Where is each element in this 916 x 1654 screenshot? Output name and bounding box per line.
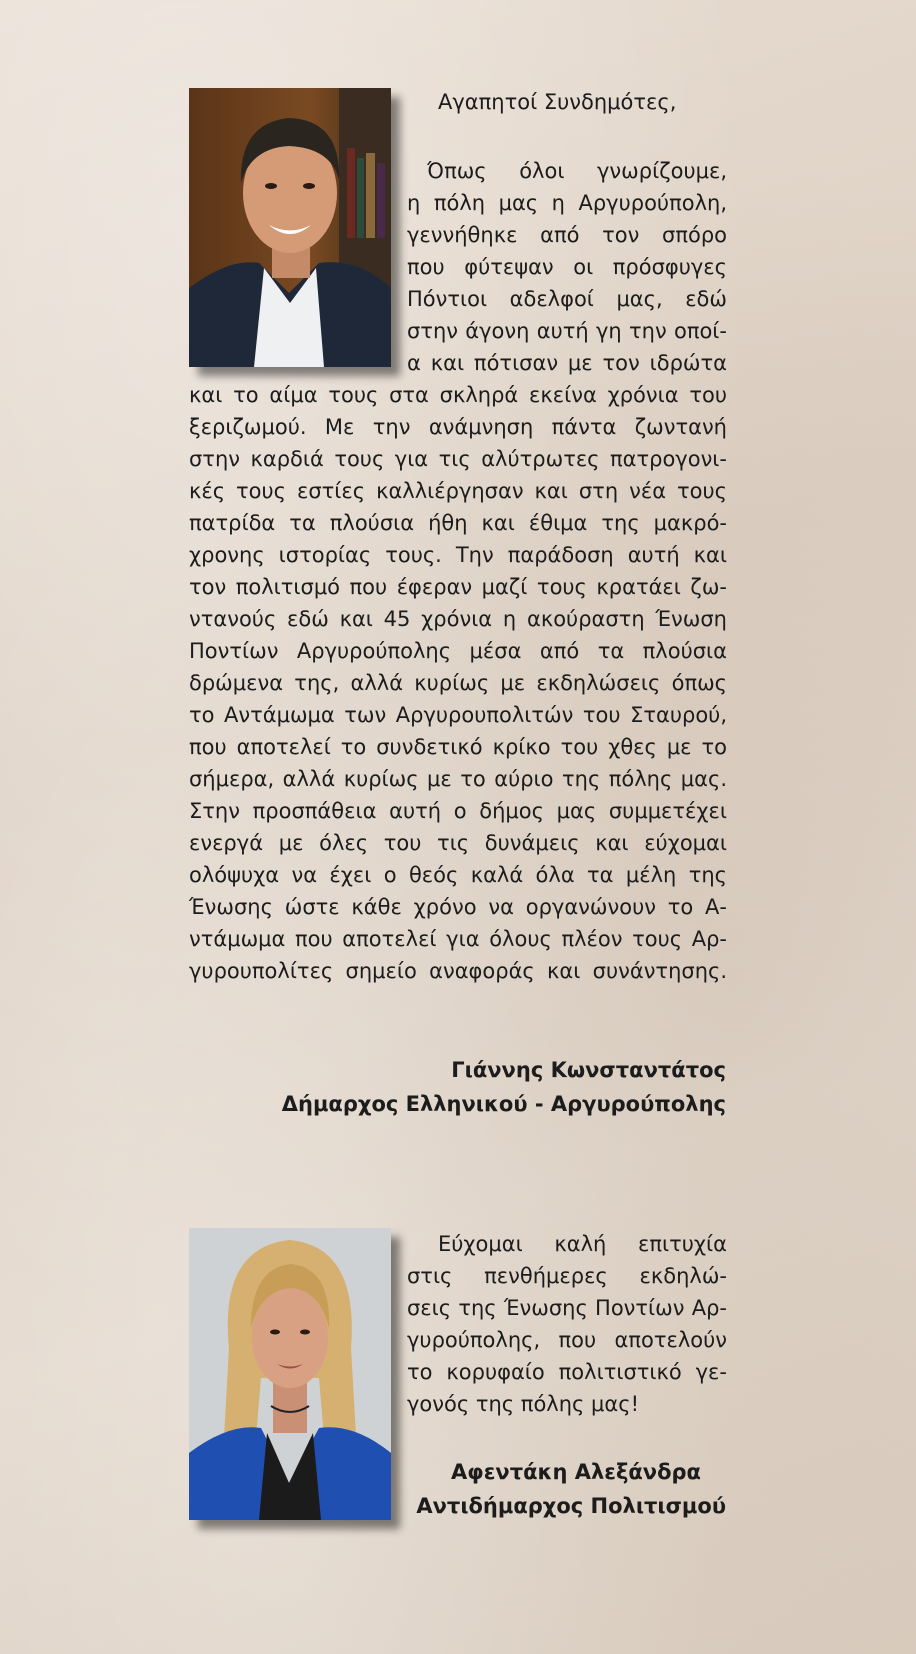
text-line: δρώμενα της, αλλά κυρίως με εκδηλώσεις όπως bbox=[189, 671, 727, 695]
text-line: ενεργά με όλες του τις δυνάμεις και εύχομαι bbox=[189, 831, 727, 855]
signature-name: Αφεντάκη Αλεξάνδρα bbox=[451, 1460, 701, 1484]
text-line: ξεριζωμού. Με την ανάμνηση πάντα ζωντανή bbox=[189, 415, 727, 439]
text-line: πατρίδα τα πλούσια ήθη και έθιμα της μακρό- bbox=[189, 511, 727, 535]
text-line: χρονης ιστορίας τους. Την παράδοση αυτή και bbox=[189, 543, 727, 567]
text-line: Ένωσης ώστε κάθε χρόνο να οργανώνουν το Α- bbox=[189, 895, 727, 919]
mayor-photo bbox=[189, 88, 391, 367]
text-line: Εύχομαι καλή επιτυχία bbox=[438, 1232, 727, 1256]
greeting: Αγαπητοί Συνδημότες, bbox=[438, 90, 677, 114]
text-line: ντανούς εδώ και 45 χρόνια η ακούραστη Ένωση bbox=[189, 607, 727, 631]
text-line: Στην προσπάθεια αυτή ο δήμος μας συμμετέχει bbox=[189, 799, 727, 823]
text-line: γυρούπολης, που αποτελούν bbox=[407, 1328, 727, 1352]
text-line: που φύτεψαν οι πρόσφυγες bbox=[407, 255, 727, 279]
text-line: τον πολιτισμό που έφεραν μαζί τους κρατάει ζω- bbox=[189, 575, 727, 599]
text-line: ολόψυχα να έχει ο θεός καλά όλα τα μέλη της bbox=[189, 863, 727, 887]
text-line: σήμερα, αλλά κυρίως με το αύριο της πόλης μας. bbox=[189, 767, 727, 791]
text-line: γεννήθηκε από τον σπόρο bbox=[407, 223, 727, 247]
text-line: και το αίμα τους στα σκληρά εκείνα χρόνια του bbox=[189, 383, 727, 407]
text-line: στις πενθήμερες εκδηλώ- bbox=[407, 1264, 727, 1288]
text-line: το Αντάμωμα των Αργυρουπολιτών του Σταυρού, bbox=[189, 703, 727, 727]
text-line: ντάμωμα που αποτελεί για όλους πλέον τους Αρ- bbox=[189, 927, 727, 951]
text-line: γυρουπολίτες σημείο αναφοράς και συνάντησης. bbox=[189, 959, 727, 983]
text-line: που αποτελεί το συνδετικό κρίκο του χθες με το bbox=[189, 735, 727, 759]
text-line: Πόντιοι αδελφοί μας, εδώ bbox=[407, 287, 727, 311]
text-line: Ποντίων Αργυρούπολης μέσα από τα πλούσια bbox=[189, 639, 727, 663]
text-line: σεις της Ένωσης Ποντίων Αρ- bbox=[407, 1296, 727, 1320]
signature-name: Γιάννης Κωνσταντάτος bbox=[451, 1058, 726, 1082]
text-line: Όπως όλοι γνωρίζουμε, bbox=[427, 159, 727, 183]
signature-title: Αντιδήμαρχος Πολιτισμού bbox=[416, 1494, 726, 1518]
text-line: στην άγονη αυτή γη την οποί- bbox=[407, 319, 727, 343]
signature-title: Δήμαρχος Ελληνικού - Αργυρούπολης bbox=[281, 1092, 726, 1116]
text-line: στην καρδιά τους για τις αλύτρωτες πατρογονι- bbox=[189, 447, 727, 471]
deputy-mayor-photo bbox=[189, 1228, 391, 1520]
text-line: κές τους εστίες καλλιέργησαν και στη νέα τους bbox=[189, 479, 727, 503]
text-line: γονός της πόλης μας! bbox=[407, 1392, 639, 1416]
text-line: α και πότισαν με τον ιδρώτα bbox=[407, 351, 727, 375]
text-line: το κορυφαίο πολιτιστικό γε- bbox=[407, 1360, 727, 1384]
text-line: η πόλη μας η Αργυρούπολη, bbox=[407, 191, 727, 215]
